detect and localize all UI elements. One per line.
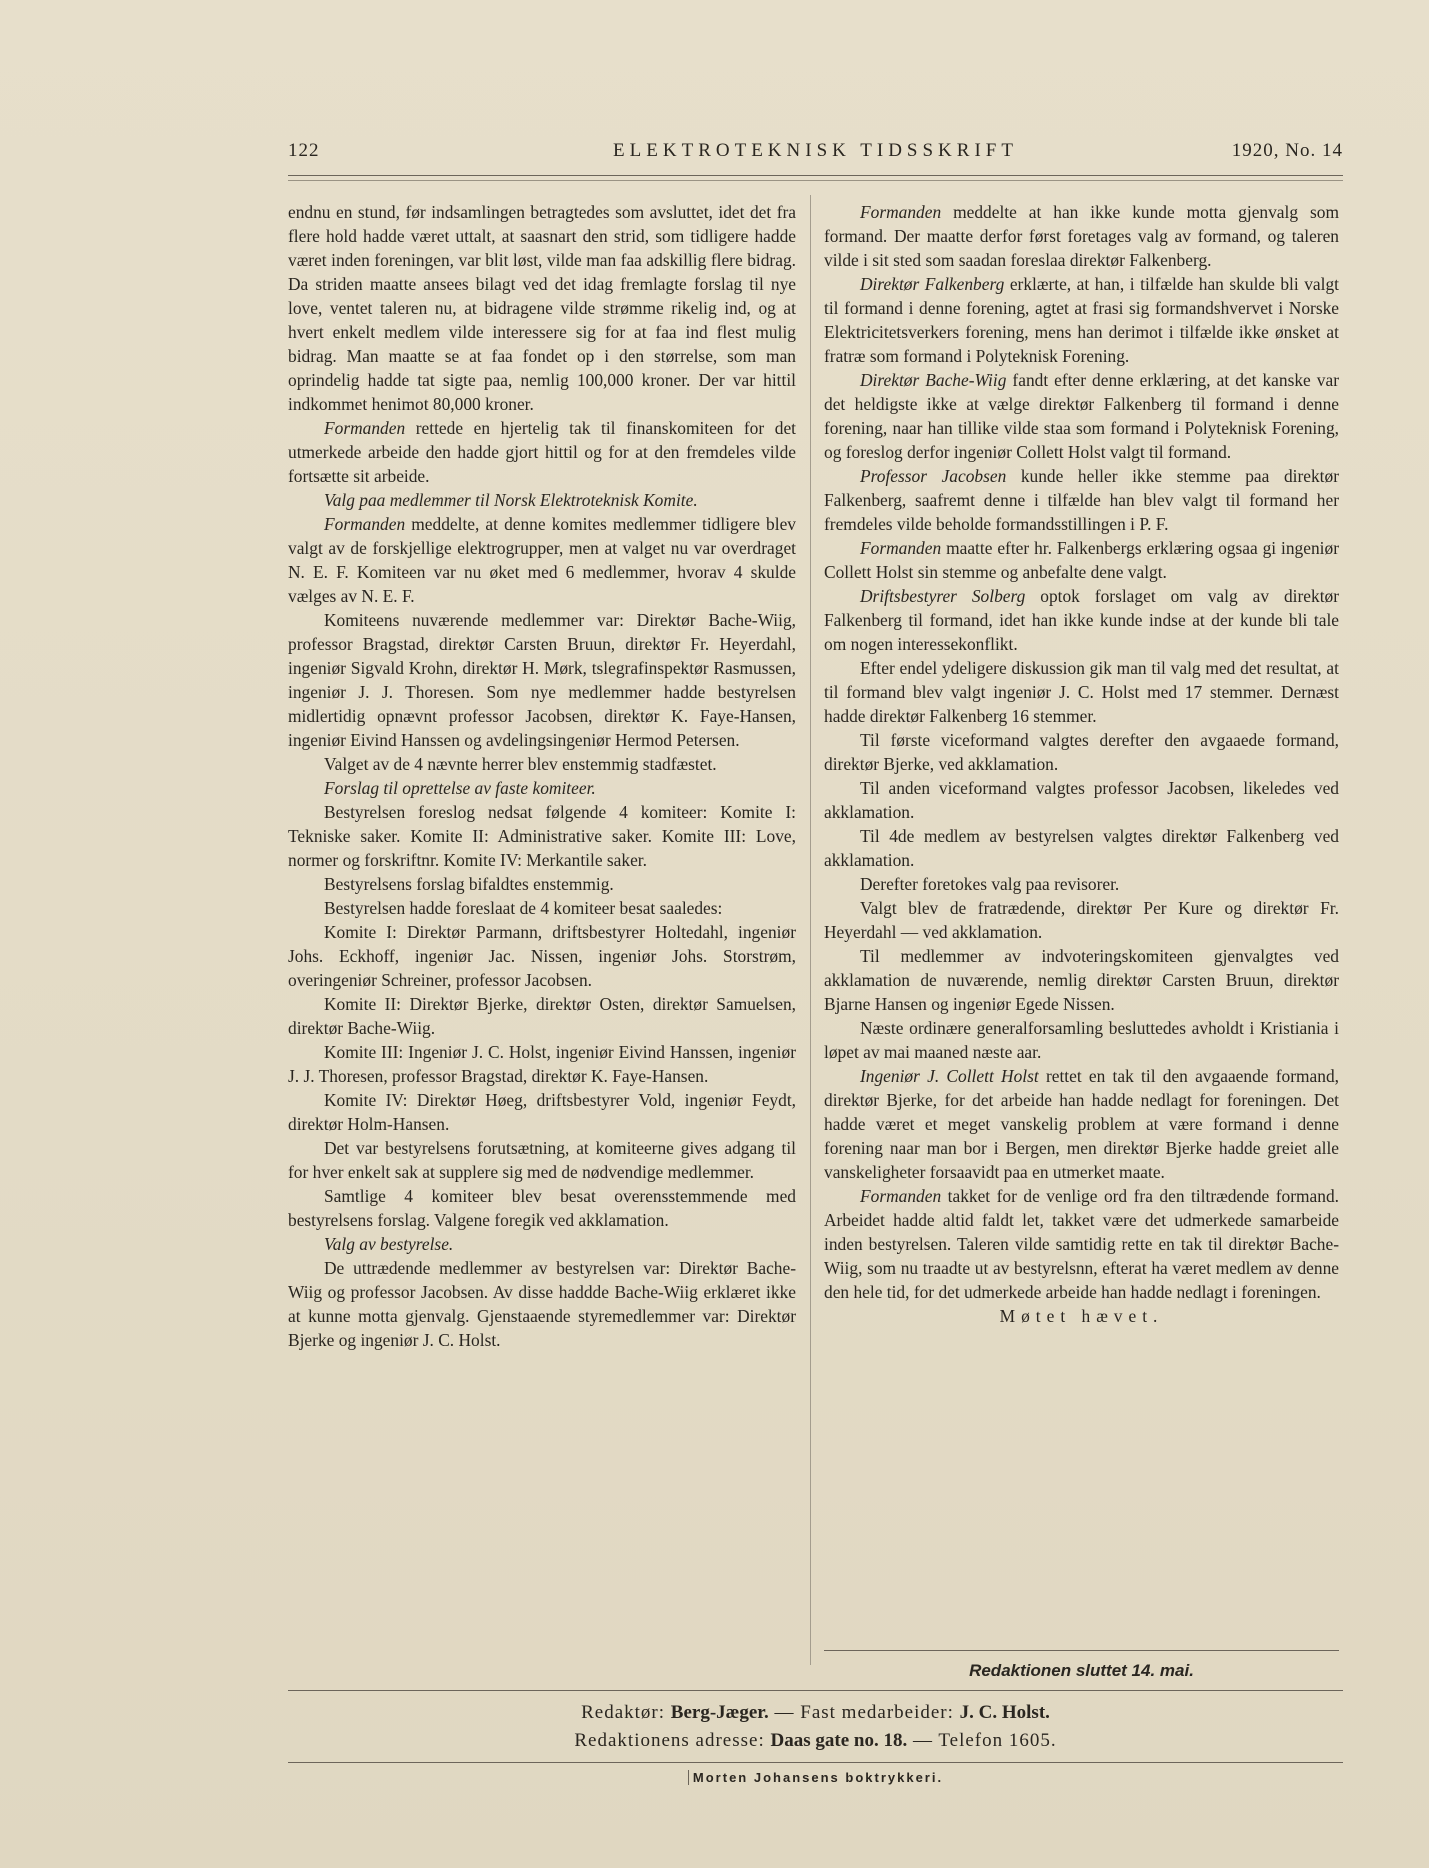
paragraph: De uttrædende medlemmer av bestyrelsen var: Direktør Bache-Wiig og professor Jacobsen. Av disse haddde Bache-Wiig erklæret ikke at kunne motta gjenvalg. Gjenstaaende styremedlemmer var: Direktør Bjerke og ingeniør J. C. Holst. [288,1258,796,1350]
italic-lead: Ingeniør J. Collett Holst [860,1066,1039,1086]
paragraph: Komite III: Ingeniør J. C. Holst, ingeniør Eivind Hanssen, ingeniør J. J. Thoresen, professor Bragstad, direktør K. Faye-Hansen. [288,1042,796,1086]
italic-lead: Driftsbestyrer Solberg [860,586,1026,606]
italic-lead: Valg paa medlemmer til Norsk Elektroteknisk Komite. [324,490,698,510]
address-value: Daas gate no. 18. [770,1730,908,1751]
paragraph [288,512,796,608]
paragraph: Samtlige 4 komiteer blev besat overensstemmende med bestyrelsens forslag. Valgene foregik ved akklamation. [288,1186,796,1230]
phone-value: — Telefon 1605. [912,1730,1057,1751]
paragraph [824,1184,1339,1304]
paragraph-text: optok forslaget om valg av direktør Falkenberg til formand, idet han ikke kunde indse at der kunde bli tale om nogen interessekonflikt. [824,586,1340,654]
editor-label: Redaktør: [581,1702,666,1723]
paragraph-text: takket for de venlige ord fra den tiltrædende formand. Arbeidet hadde altid faldt let, takket være det udmerkede samarbeide inden bestyrelsen. Taleren vilde samtidig rette en tak til direktør Bache-Wiig, som nu traadte ut av bestyrelsnn, efterat ha været medlem av denne den hele tid, for det udmerkede arbeide han hadde nedlagt i foreningen. [824,1186,1339,1302]
paragraph: Bestyrelsen hadde foreslaat de 4 komiteer besat saaledes: [324,898,723,918]
italic-lead: Forslag til oprettelse av faste komiteer. [324,778,596,798]
paragraph [288,416,796,488]
paragraph-text: fandt efter denne erklæring, at det kanske var det heldigste ikke at vælge direktør Falkenberg til formand i denne forening, naar han tillike vilde staa som formand i Polyteknisk Forening, og foreslog derfor ingeniør Collett Holst valgt til formand. [824,370,1339,462]
italic-lead: Formanden [860,1186,942,1206]
imprint-rule-bottom [288,1762,1343,1763]
paragraph [824,1064,1339,1184]
paragraph: Til anden viceformand valgtes professor Jacobsen, likeledes ved akklamation. [824,778,1339,822]
paragraph [824,368,1339,464]
paragraph-text: rettet en tak til den avgaaende formand, direktør Bjerke, for det arbeide han hadde nedlagt for foreningen. Det hadde været et meget vanskelig problem at være formand i denne forening naar man bor i Bergen, men direktør Bjerke hadde greiet alle vanskeligheter forsaavidt paa en utmerket maate. [824,1066,1339,1182]
paragraph [288,488,796,512]
paragraph: Næste ordinære generalforsamling besluttedes avholdt i Kristiania i løpet av mai maaned næste aar. [824,1018,1339,1062]
journal-title: ELEKTROTEKNISK TIDSSKRIFT [613,140,1018,161]
paragraph: Bestyrelsen foreslog nedsat følgende 4 komiteer: Komite I: Tekniske saker. Komite II: Administrative saker. Komite III: Love, normer og forskriftnr. Komite IV: Merkantile saker. [288,802,796,870]
paragraph-text: meddelte at han ikke kunde motta gjenvalg som formand. Der maatte derfor først foretages valg av formand, og taleren vilde i sit sted som saadan foreslaa direktør Falkenberg. [824,202,1339,270]
paragraph: Komiteens nuværende medlemmer var: Direktør Bache-Wiig, professor Bragstad, direktør Carsten Bruun, direktør Fr. Heyerdahl, ingeniør Sigvald Krohn, direktør H. Mørk, tslegrafinspektør Rasmussen, ingeniør J. J. Thoresen. Som nye medlemmer hadde bestyrelsen midlertidig opnævnt professor Jacobsen, direktør K. Faye-Hansen, ingeniør Eivind Hanssen og avdelingsingeniør Hermod Petersen. [288,610,796,750]
paragraph: Efter endel ydeligere diskussion gik man til valg med det resultat, at til formand blev valgt ingeniør J. C. Holst med 17 stemmer. Dernæst hadde direktør Falkenberg 16 stemmer. [824,658,1339,726]
paragraph-text: meddelte, at denne komites medlemmer tidligere blev valgt av de forskjellige elektrogrupper, men at valget nu var overdraget N. E. F. Komiteen var nu øket med 6 medlemmer, hvorav 4 skulde vælges av N. E. F. [288,514,796,606]
paragraph: endnu en stund, før indsamlingen betragtedes som avsluttet, idet det fra flere hold hadde været uttalt, at saasnart den strid, som tidligere hadde været inden foreningen, var blit løst, vilde man faa adskillig flere bidrag. Da striden maatte ansees bilagt ved det idag fremlagte forslag til nye love, ventet taleren nu, at bidragene vilde strømme rikelig ind, og at hvert enkelt medlem vilde interessere sig for at faa ind flest mulig bidrag. Man maatte se at faa fondet op i den størrelse, som man oprindelig hadde tat sigte paa, nemlig 100,000 kroner. Der var hittil indkommet henimot 80,000 kroner. [288,202,796,414]
paragraph: Møtet hævet. [999,1306,1164,1326]
paragraph [824,536,1339,584]
italic-lead: Formanden [860,538,942,558]
italic-lead: Valg av bestyrelse. [324,1234,454,1254]
editor-name: Berg-Jæger. [670,1702,769,1723]
paragraph: Komite I: Direktør Parmann, driftsbestyrer Holtedahl, ingeniør Johs. Eckhoff, ingeniør Jac. Nissen, ingeniør Johs. Storstrøm, overingeniør Schreiner, professor Jacobsen. [288,922,796,990]
paragraph: Komite IV: Direktør Høeg, driftsbestyrer Vold, ingeniør Feydt, direktør Holm-Hansen. [288,1090,796,1134]
paragraph [824,464,1339,536]
printer-credit [288,1770,1343,1785]
paragraph [288,776,796,800]
coeditor-name: J. C. Holst. [959,1702,1050,1723]
coeditor-label: — Fast medarbeider: [774,1702,954,1723]
imprint-rule-top [288,1690,1343,1691]
page-number: 122 [288,140,320,161]
paragraph [824,584,1339,656]
paragraph: Komite II: Direktør Bjerke, direktør Osten, direktør Samuelsen, direktør Bache-Wiig. [288,994,796,1038]
paragraph [288,1232,796,1256]
italic-lead: Direktør Bache-Wiig [860,370,1007,390]
italic-lead: Professor Jacobsen [860,466,1007,486]
header-rule-thin [288,180,1343,181]
paragraph: Bestyrelsens forslag bifaldtes enstemmig. [324,874,614,894]
imprint-editor-line [288,1702,1343,1724]
paragraph: Valget av de 4 nævnte herrer blev enstemmig stadfæstet. [324,754,717,774]
header-rule [288,175,1343,176]
left-column [288,200,796,1352]
italic-lead: Formanden [324,418,406,438]
address-label: Redaktionens adresse: [574,1730,765,1751]
paragraph: Til første viceformand valgtes derefter den avgaaede formand, direktør Bjerke, ved akklamation. [824,730,1339,774]
paragraph: Derefter foretokes valg paa revisorer. [860,874,1120,894]
issue-label: 1920, No. 14 [1231,140,1343,161]
paragraph-text: kunde heller ikke stemme paa direktør Falkenberg, saafremt denne i tilfælde han blev valgt til formand her fremdeles vilde beholde formandsstillingen i P. F. [824,466,1339,534]
paragraph [824,272,1339,368]
paragraph: Til medlemmer av indvoteringskomiteen gjenvalgtes ved akklamation de nuværende, nemlig direktør Carsten Bruun, direktør Bjarne Hansen og ingeniør Egede Nissen. [824,946,1339,1014]
paragraph-text: maatte efter hr. Falkenbergs erklæring ogsaa gi ingeniør Collett Holst sin stemme og anbefalte dene valgt. [824,538,1339,582]
italic-lead: Direktør Falkenberg [860,274,1005,294]
italic-lead: Formanden [324,514,406,534]
paragraph: Det var bestyrelsens forutsætning, at komiteerne gives adgang til for hver enkelt sak at supplere sig med de nødvendige medlemmer. [288,1138,796,1182]
editorial-closing-note: Redaktionen sluttet 14. mai. [824,1650,1339,1681]
paragraph-text: rettede en hjertelig tak til finanskomiteen for det utmerkede arbeide den hadde gjort hittil og for at den fremdeles vilde fortsætte sit arbeide. [288,418,796,486]
column-divider [810,195,811,1665]
paragraph-text: erklærte, at han, i tilfælde han skulde bli valgt til formand i denne forening, agtet at frasi sig formandshvervet i Norske Elektricitetsverkers forening, mens han derimot i tilfælde ikke ønsket at fratræ som formand i Polyteknisk Forening. [824,274,1339,366]
right-column [824,200,1339,1328]
italic-lead: Formanden [860,202,942,222]
running-header [288,140,1343,164]
paragraph [824,200,1339,272]
paragraph: Til 4de medlem av bestyrelsen valgtes direktør Falkenberg ved akklamation. [824,826,1339,870]
printer-name: Morten Johansens boktrykkeri. [688,1770,943,1785]
paragraph: Valgt blev de fratrædende, direktør Per Kure og direktør Fr. Heyerdahl — ved akklamation. [824,898,1339,942]
imprint-address-line [288,1730,1343,1752]
